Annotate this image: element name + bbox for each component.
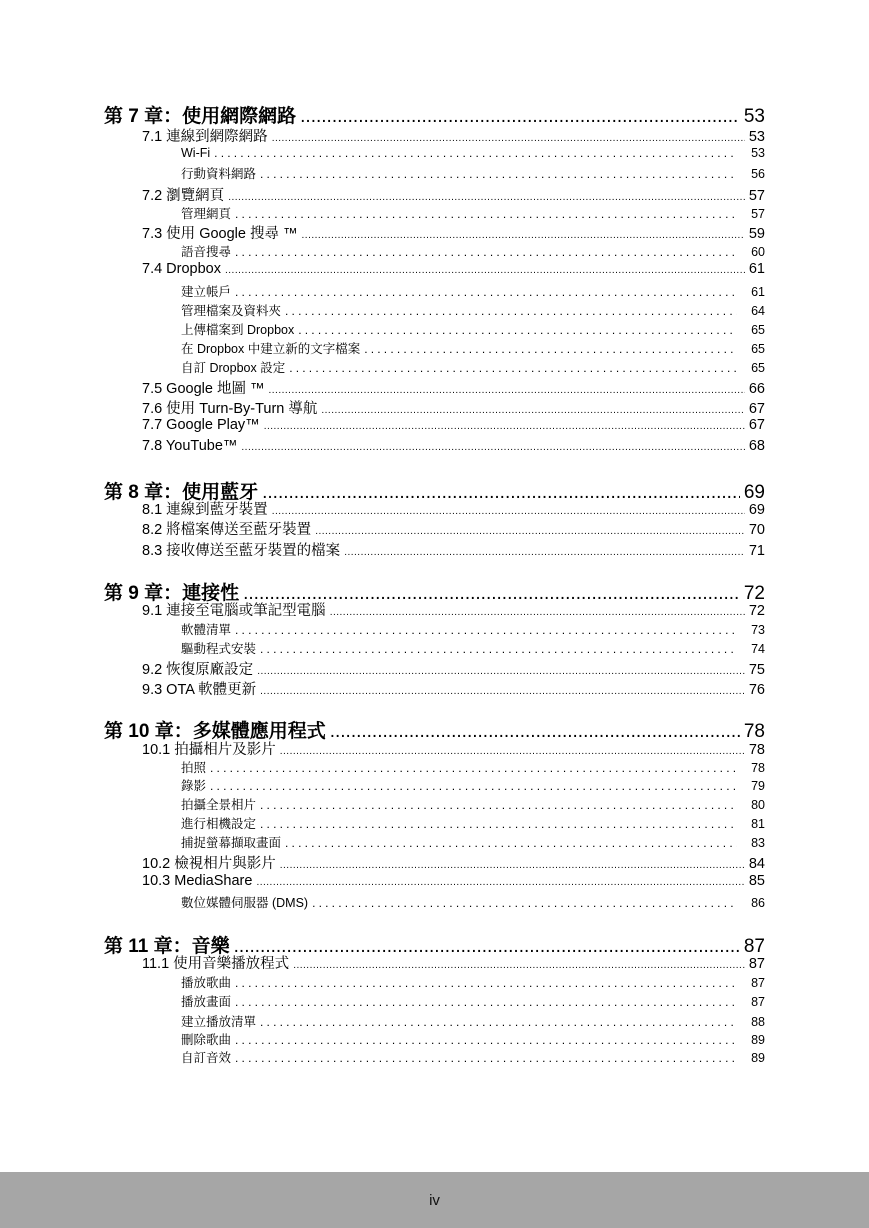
toc-page-number: 53 [748,129,765,145]
dot-leader [315,526,745,537]
toc-entry-title: 刪除歌曲 [181,1033,232,1047]
toc-entry-title: 管理檔案及資料夾 [181,304,282,318]
dot-leader [228,192,745,203]
toc-sub-row[interactable] [181,242,765,260]
toc-sub-row[interactable] [181,893,765,911]
toc-sub-row[interactable] [181,833,765,851]
toc-page-number: 71 [748,543,765,559]
dot-leader [285,836,737,850]
toc-entry-title: 捕捉螢幕擷取畫面 [181,836,282,850]
toc-page-number: 80 [751,798,765,812]
toc-section-row[interactable] [142,184,765,205]
dot-leader [293,960,745,971]
dot-leader [241,442,744,453]
toc-entry-title: 8.3 接收傳送至藍牙裝置的檔案 [142,543,341,559]
toc-page-number: 65 [751,323,765,337]
toc-page-number: 74 [751,642,765,656]
dot-leader [344,547,745,558]
dot-leader [364,342,737,356]
dot-leader [302,230,745,241]
toc-section-row[interactable] [142,852,765,873]
dot-leader [260,817,737,831]
toc-entry-title: 8.2 將檔案傳送至藍牙裝置 [142,522,312,538]
dot-leader [210,779,737,793]
toc-entry-title: 10.2 檢視相片與影片 [142,856,276,872]
toc-entry-title: 7.4 Dropbox [142,261,221,277]
toc-page-number: 64 [751,304,765,318]
dot-leader [256,877,744,888]
page-footer [0,1172,869,1228]
toc-page-number: 69 [743,482,765,503]
dot-leader [260,798,737,812]
dot-leader [260,642,737,656]
toc-sub-row[interactable] [181,146,765,160]
toc-entry-title: 7.6 使用 Turn-By-Turn 導航 [142,401,318,417]
toc-entry-title: 第 11 章：音樂 [104,936,230,957]
toc-sub-row[interactable] [181,1012,765,1030]
dot-leader [260,686,745,697]
toc-section-row[interactable] [142,377,765,398]
toc-entry-title: 播放畫面 [181,995,232,1009]
toc-page-number: 78 [748,742,765,758]
toc-entry-title: 7.8 YouTube™ [142,438,238,454]
toc-entry-title: 播放歌曲 [181,976,232,990]
toc-page-number: 57 [748,188,765,204]
dot-leader [285,304,737,318]
dot-leader [260,167,737,181]
toc-entry-title: 驅動程式安裝 [181,642,257,656]
toc-section-row[interactable] [142,125,765,146]
toc-page-number: 53 [743,106,765,127]
toc-sub-row[interactable] [181,992,765,1010]
toc-entry-title: 7.3 使用 Google 搜尋 ™ [142,226,298,242]
toc-entry-title: 拍照 [181,761,207,775]
toc-page-number: 67 [748,417,765,433]
toc-sub-row[interactable] [181,620,765,638]
toc-page-number: 73 [751,623,765,637]
toc-entry-title: 7.2 瀏覽網頁 [142,188,225,204]
dot-leader [269,385,745,396]
toc-entry-title: 建立播放清單 [181,1015,257,1029]
dot-leader [280,746,745,757]
toc-entry-title: 錄影 [181,779,207,793]
dot-leader [272,506,745,517]
toc-section-row[interactable] [142,678,765,699]
dot-leader [235,245,737,259]
toc-page-number: 84 [748,856,765,872]
toc-entry-title: 11.1 使用音樂播放程式 [142,956,290,972]
toc-page-number: 81 [751,817,765,831]
toc-chapter-row[interactable] [104,101,765,128]
toc-page-number: 87 [748,956,765,972]
toc-page-number: 72 [743,583,765,604]
toc-page-number: 88 [751,1015,765,1029]
toc-entry-title: 自訂音效 [181,1051,232,1065]
toc-entry-title: 9.1 連接至電腦或筆記型電腦 [142,603,326,619]
dot-leader [330,607,745,618]
toc-entry-title: 拍攝全景相片 [181,798,257,812]
toc-entry-title: 8.1 連線到藍牙裝置 [142,502,268,518]
toc-page-number: 72 [748,603,765,619]
toc-sub-row[interactable] [181,339,765,357]
toc-section-row[interactable] [142,438,765,454]
toc-sub-row[interactable] [181,320,765,338]
toc-sub-row[interactable] [181,204,765,222]
toc-page-number: 53 [751,146,765,160]
dot-leader [312,896,737,910]
toc-page-number: 69 [748,502,765,518]
dot-leader [257,666,745,677]
toc-section-row[interactable] [142,873,765,889]
toc-page-number: 65 [751,361,765,375]
toc-section-row[interactable] [142,498,765,519]
toc-entry-title: 10.3 MediaShare [142,873,253,889]
toc-page-number: 61 [748,261,765,277]
toc-page-number: 59 [748,226,765,242]
dot-leader [235,976,737,990]
toc-section-row[interactable] [142,222,765,243]
toc-sub-row[interactable] [181,1048,765,1066]
toc-sub-row[interactable] [181,639,765,657]
toc-section-row[interactable] [142,518,765,539]
toc-page-number: 83 [751,836,765,850]
toc-page-number: 78 [743,721,765,742]
toc-page-number: 87 [751,995,765,1009]
toc-section-row[interactable] [142,417,765,433]
toc-page-number: 67 [748,401,765,417]
toc-page-number: 75 [748,662,765,678]
toc-page-number: 89 [751,1051,765,1065]
dot-leader [235,285,737,299]
toc-page-number: 87 [751,976,765,990]
dot-leader [235,207,737,221]
toc-sub-row[interactable] [181,358,765,376]
toc-entry-title: 行動資料網路 [181,167,257,181]
toc-sub-row[interactable] [181,1030,765,1048]
toc-entry-title: 軟體清單 [181,623,232,637]
toc-sub-row[interactable] [181,301,765,319]
toc-sub-row[interactable] [181,973,765,991]
dot-leader [321,405,744,416]
toc-section-row[interactable] [142,397,765,418]
toc-page-number: 78 [751,761,765,775]
dot-leader [272,133,745,144]
dot-leader [264,421,745,432]
toc-section-row[interactable] [142,658,765,679]
dot-leader [235,623,737,637]
toc-entry-title: 在 Dropbox 中建立新的文字檔案 [181,342,361,356]
dot-leader [289,361,737,375]
dot-leader [280,860,745,871]
toc-entry-title: 第 8 章：使用藍牙 [104,482,259,503]
page-number: iv [429,1191,440,1209]
toc-entry-title: 第 10 章：多媒體應用程式 [104,721,326,742]
toc-entry-title: 語音搜尋 [181,245,232,259]
toc-sub-row[interactable] [181,795,765,813]
toc-entry-title: 上傳檔案到 Dropbox [181,323,295,337]
toc-page-number: 60 [751,245,765,259]
toc-entry-title: 進行相機設定 [181,817,257,831]
toc-sub-row[interactable] [181,814,765,832]
toc-section-row[interactable] [142,261,765,277]
toc-page-number: 87 [743,936,765,957]
toc-section-row[interactable] [142,952,765,973]
toc-entry-title: 數位媒體伺服器 (DMS) [181,896,309,910]
toc-entry-title: 管理網頁 [181,207,232,221]
toc-sub-row[interactable] [181,776,765,794]
toc-entry-title: 自訂 Dropbox 設定 [181,361,286,375]
toc-entry-title: 第 9 章：連接性 [104,583,240,604]
dot-leader [225,265,745,276]
dot-leader [235,1051,737,1065]
toc-entry-title: 建立帳戶 [181,285,232,299]
dot-leader [235,995,737,1009]
dot-leader [235,1033,737,1047]
toc-sub-row[interactable] [181,282,765,300]
toc-page-number: 89 [751,1033,765,1047]
dot-leader [214,146,737,160]
toc-entry-title: 7.5 Google 地圖 ™ [142,381,265,397]
toc-sub-row[interactable] [181,164,765,182]
toc-page-number: 76 [748,682,765,698]
toc-entry-title: Wi-Fi [181,146,211,160]
toc-section-row[interactable] [142,599,765,620]
toc-section-row[interactable] [142,738,765,759]
toc-page-number: 66 [748,381,765,397]
toc-page-number: 68 [748,438,765,454]
toc-page-number: 70 [748,522,765,538]
toc-entry-title: 10.1 拍攝相片及影片 [142,742,276,758]
toc-entry-title: 第 7 章：使用網際網路 [104,106,297,127]
toc-page-number: 86 [751,896,765,910]
toc-page-number: 61 [751,285,765,299]
toc-entry-title: 7.7 Google Play™ [142,417,260,433]
toc-sub-row[interactable] [181,758,765,776]
toc-entry-title: 9.3 OTA 軟體更新 [142,682,257,698]
toc-page-number: 65 [751,342,765,356]
toc-section-row[interactable] [142,539,765,560]
toc-page-number: 85 [748,873,765,889]
toc-entry-title: 9.2 恢復原廠設定 [142,662,254,678]
toc-page-number: 56 [751,167,765,181]
dot-leader [210,761,737,775]
toc-entry-title: 7.1 連線到網際網路 [142,129,268,145]
dot-leader [260,1015,737,1029]
dot-leader [298,323,737,337]
toc-page-number: 57 [751,207,765,221]
toc-page-number: 79 [751,779,765,793]
